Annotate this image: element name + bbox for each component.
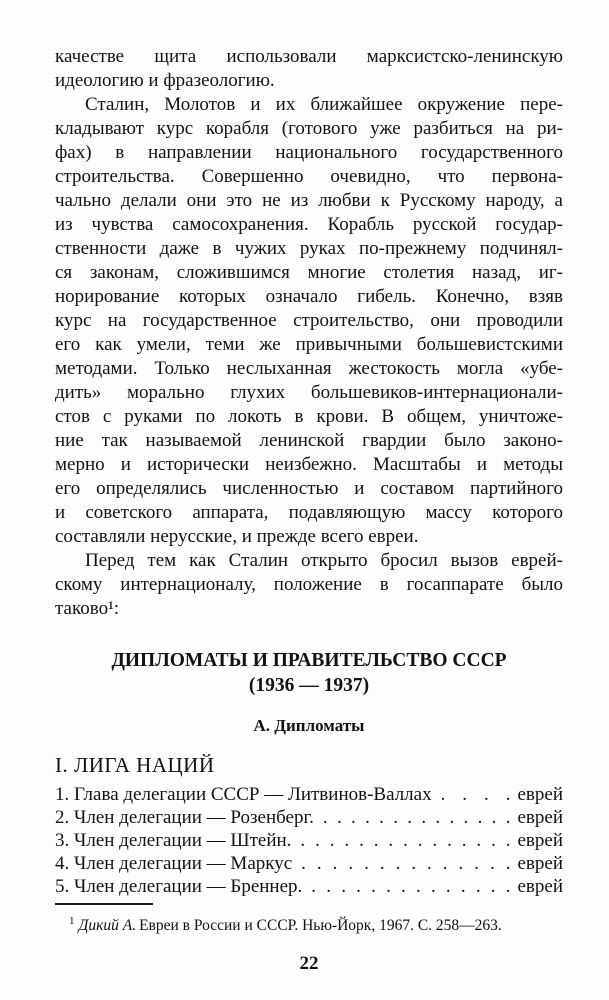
body-line: из чувства самосохранения. Корабль русской государ- <box>55 214 563 235</box>
dot-leader: . . . . . . . . . . . . . . <box>301 853 511 874</box>
body-line: ся законам, сложившимся многие столетия назад, иг- <box>55 262 563 283</box>
body-line: мерно и исторически неизбежно. Масштабы и методы <box>55 454 563 475</box>
body-line: методами. Только неслыханная жестокость могла «убе- <box>55 358 563 379</box>
chapter-title-line2: (1936 — 1937) <box>248 675 370 696</box>
list-item-label: 2. Член делегации — Розенберг. <box>55 807 314 828</box>
list-item-label: 5. Член делегации — Бреннер. <box>55 876 303 897</box>
body-line: его как умели, теми же привычными большевистскими <box>55 334 563 355</box>
list-item-value: еврей <box>517 807 563 828</box>
body-line: дить» морально глухих большевиков-интернационали- <box>55 382 563 403</box>
list-item-label: 1. Глава делегации СССР — Литвинов-Валлах <box>55 784 432 805</box>
roster-list <box>55 783 563 898</box>
body-line: его определялись численностью и составом партийного <box>55 478 563 499</box>
body-line: курс на государственное строительство, они проводили <box>55 310 563 331</box>
dot-leader: . . . . <box>440 784 511 805</box>
body-line: строительства. Совершенно очевидно, что первона- <box>55 166 563 187</box>
body-line: фах) в направлении национального государственного <box>55 142 563 163</box>
body-line: идеологию и фразеологию. <box>55 70 275 91</box>
body-line: кладывают курс корабля (готового уже разбиться на ри- <box>55 118 563 139</box>
body-line: стов с руками по локоть в крови. В общем, уничтоже- <box>55 406 563 427</box>
body-text <box>55 45 563 621</box>
body-line: качестве щита использовали марксистско-ленинскую <box>55 46 563 67</box>
body-line: скому интернационалу, положение в госаппарате было <box>55 574 563 595</box>
list-item <box>55 875 563 898</box>
list-item-value: еврей <box>517 830 563 851</box>
list-item <box>55 806 563 829</box>
dot-leader: . . . . . . . . . . . . . . <box>311 876 511 897</box>
body-line: и советского аппарата, подавляющую массу которого <box>55 502 563 523</box>
footnote-marker: 1 <box>69 915 75 927</box>
footnote-author: Дикий А. <box>78 917 137 935</box>
body-line: ственности даже в чужих руках по-прежнему подчинял- <box>55 238 563 259</box>
footnote-text: Евреи в России и СССР. Нью-Йорк, 1967. С. 258—263. <box>139 917 502 935</box>
list-item-value: еврей <box>517 876 563 897</box>
footnote-rule <box>55 903 153 905</box>
body-line: ние так называемой ленинской гвардии было законо- <box>55 430 563 451</box>
list-item-value: еврей <box>517 853 563 874</box>
body-line: таково¹: <box>55 598 120 619</box>
subsection-heading: А. Дипломаты <box>253 716 365 735</box>
chapter-title <box>55 648 563 698</box>
body-line: норирование которых означало гибель. Конечно, взяв <box>55 286 563 307</box>
body-line: составляли нерусские, и прежде всего евреи. <box>55 526 419 547</box>
dot-leader: . . . . . . . . . . . . . . . <box>300 830 511 851</box>
dot-leader: . . . . . . . . . . . . . . <box>322 807 511 828</box>
body-line: Перед тем как Сталин открыто бросил вызов еврей- <box>85 550 563 571</box>
footnote <box>55 911 563 936</box>
list-item-value: еврей <box>517 784 563 805</box>
list-item <box>55 829 563 852</box>
body-line: чально делали они это не из любви к Русскому народу, а <box>55 190 563 211</box>
list-item-label: 4. Член делегации — Маркус <box>55 853 293 874</box>
list-item-label: 3. Член делегации — Штейн. <box>55 830 292 851</box>
body-line: Сталин, Молотов и их ближайшее окружение пере- <box>85 94 563 115</box>
list-item <box>55 783 563 806</box>
list-item <box>55 852 563 875</box>
page-number: 22 <box>299 953 319 975</box>
section-heading: I. ЛИГА НАЦИЙ <box>55 753 215 777</box>
chapter-title-line1: ДИПЛОМАТЫ И ПРАВИТЕЛЬСТВО СССР <box>111 650 507 671</box>
